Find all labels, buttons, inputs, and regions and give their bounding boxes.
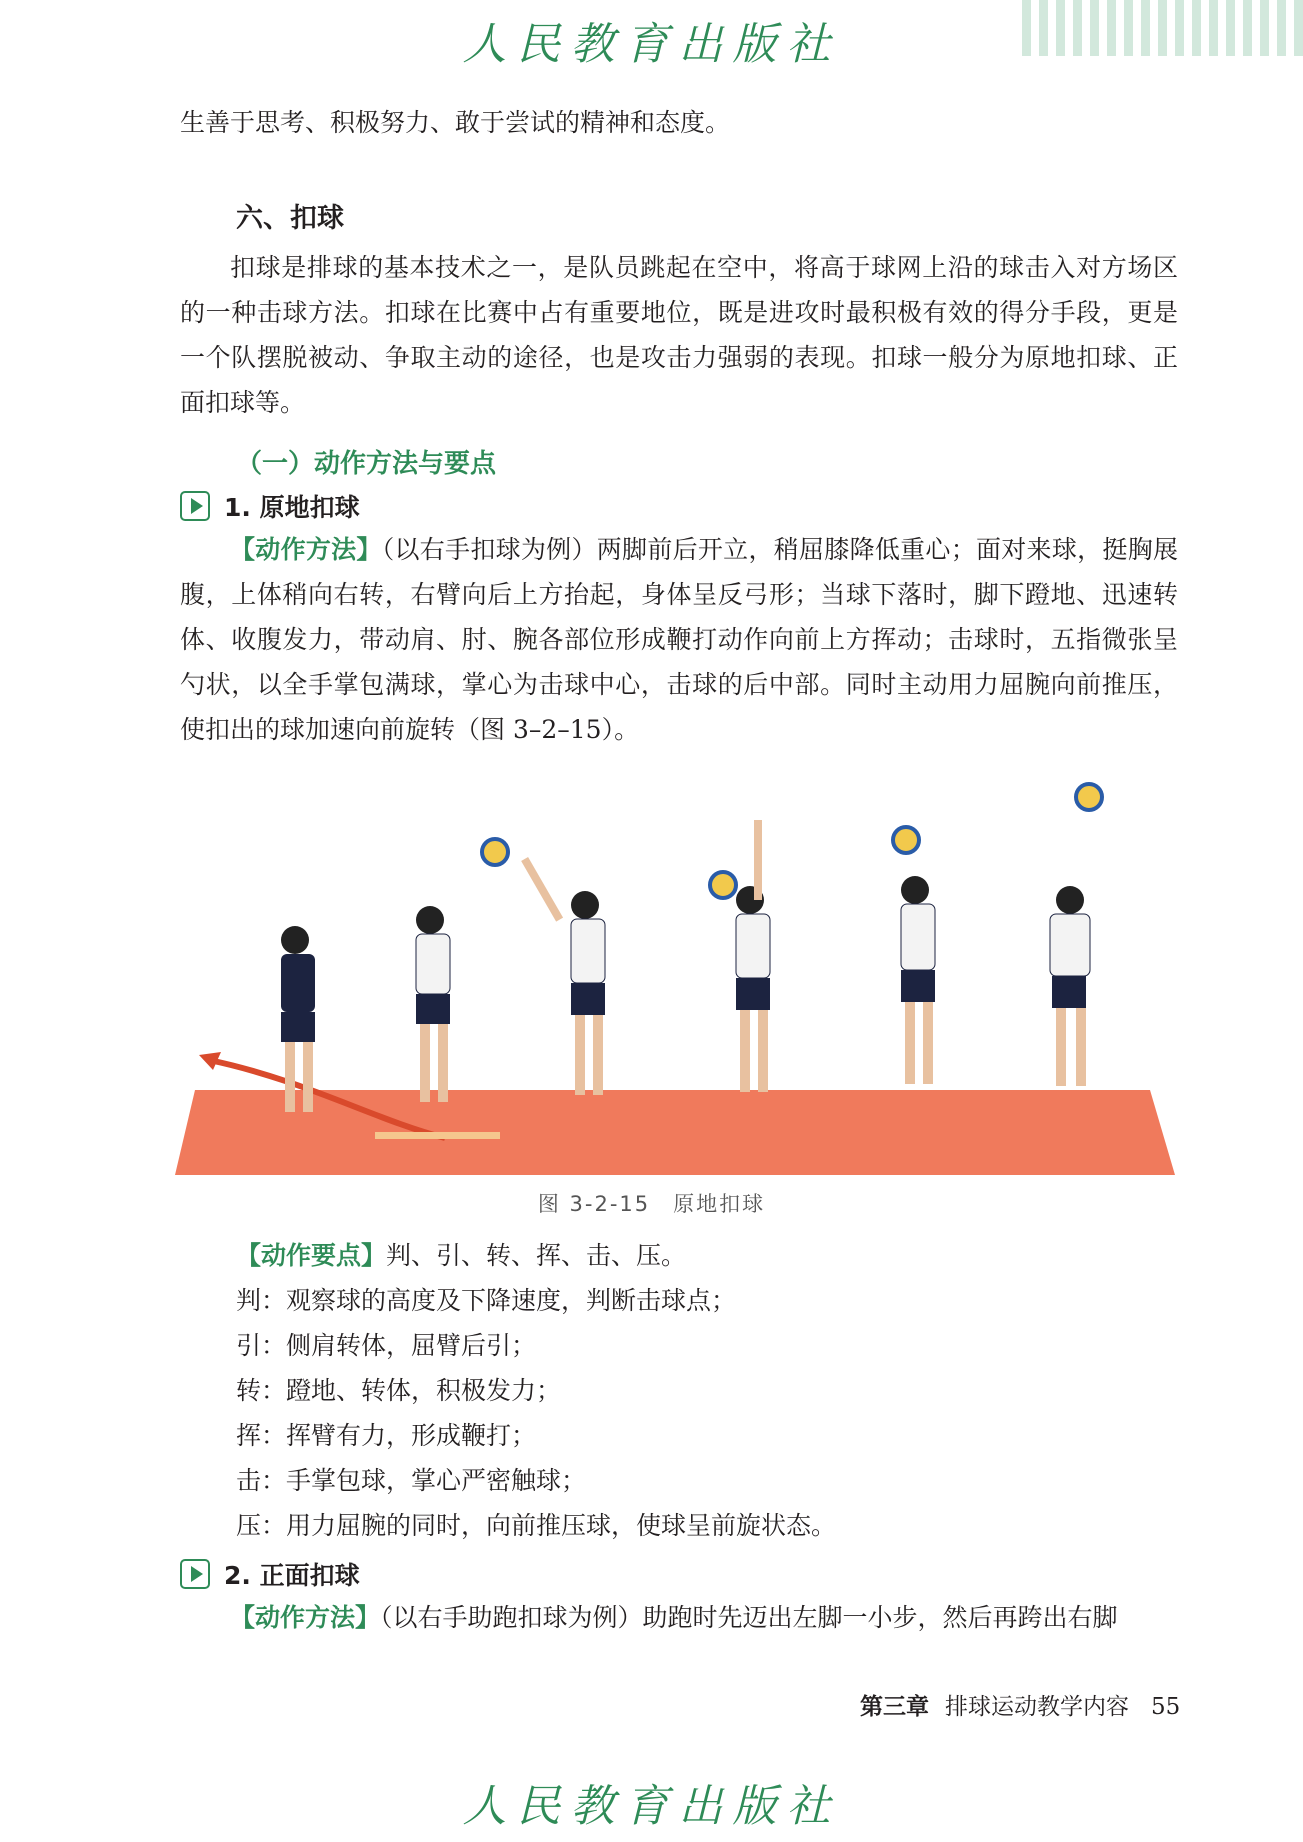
item1-method	[180, 527, 1178, 752]
player-6	[1050, 886, 1090, 1086]
footer-chapter: 第三章	[860, 1694, 929, 1720]
play-icon[interactable]	[180, 491, 210, 521]
player-3	[521, 857, 605, 1095]
publisher-watermark-bottom: 人民教育出版社	[462, 1781, 841, 1832]
key-point-1: 判：观察球的高度及下降速度，判断击球点；	[236, 1286, 737, 1315]
court-floor	[175, 1090, 1175, 1175]
page-footer	[860, 1688, 1180, 1721]
ball-3	[893, 827, 919, 853]
key-point-3: 转：蹬地、转体，积极发力；	[236, 1376, 562, 1405]
item1-title: 1. 原地扣球	[224, 493, 360, 522]
key-point-4: 挥：挥臂有力，形成鞭打；	[236, 1421, 537, 1450]
key-point-5: 击：手掌包球，掌心严密触球；	[236, 1466, 587, 1495]
item2-title: 2. 正面扣球	[224, 1561, 360, 1590]
spike-sequence-figure	[175, 770, 1175, 1182]
key-point-6: 压：用力屈腕的同时，向前推压球，使球呈前旋状态。	[236, 1511, 837, 1540]
page-number: 55	[1151, 1694, 1181, 1720]
section-paragraph: 扣球是排球的基本技术之一，是队员跳起在空中，将高于球网上沿的球击入对方场区的一种击球方法。扣球在比赛中占有重要地位，既是进攻时最积极有效的得分手段，更是一个队摆脱被动、争取主动的途径，也是攻击力强弱的表现。扣球一般分为原地扣球、正面扣球等。	[180, 253, 1178, 417]
player-5	[901, 876, 935, 1084]
ball-4	[1076, 784, 1102, 810]
volleyball-balls	[482, 784, 1102, 898]
key-point-2: 引：侧肩转体，屈臂后引；	[236, 1331, 537, 1360]
play-icon[interactable]	[180, 1559, 210, 1589]
item2-heading	[180, 1556, 360, 1592]
item2-method-text: （以右手助跑扣球为例）助跑时先迈出左脚一小步，然后再跨出右脚	[380, 1603, 1118, 1632]
item1-heading	[180, 488, 360, 524]
method-tag-2: 【动作方法】	[230, 1603, 381, 1632]
key-tag: 【动作要点】	[236, 1241, 387, 1270]
item2-method	[180, 1595, 1178, 1640]
item1-method-text: （以右手扣球为例）两脚前后开立，稍屈膝降低重心；面对来球，挺胸展腹，上体稍向右转，右臂向后上方抬起，身体呈反弓形；当球下落时，脚下蹬地、迅速转体、收腹发力，带动肩、肘、腕各部位形成鞭打动作向前上方挥动；击球时，五指微张呈勺状，以全手掌包满球，掌心为击球中心，击球的后中部。同时主动用力屈腕向前推压，使扣出的球加速向前旋转（图 3–2–15）。	[180, 535, 1178, 744]
method-tag: 【动作方法】	[230, 535, 382, 564]
publisher-watermark-top: 人民教育出版社	[462, 19, 841, 70]
player-4	[736, 820, 770, 1092]
player-2	[416, 906, 450, 1102]
ball-2	[710, 872, 736, 898]
key-summary: 判、引、转、挥、击、压。	[386, 1241, 687, 1270]
figure-caption: 图 3-2-15 原地扣球	[537, 1192, 766, 1216]
section-title: 六、扣球	[236, 203, 344, 234]
board-line	[375, 1132, 500, 1139]
subsection-title: （一）动作方法与要点	[236, 449, 497, 479]
footer-title: 排球运动教学内容	[945, 1694, 1129, 1720]
key-points-heading	[236, 1233, 686, 1278]
intro-tail: 生善于思考、积极努力、敢于尝试的精神和态度。	[180, 108, 731, 137]
ball-1	[482, 839, 508, 865]
